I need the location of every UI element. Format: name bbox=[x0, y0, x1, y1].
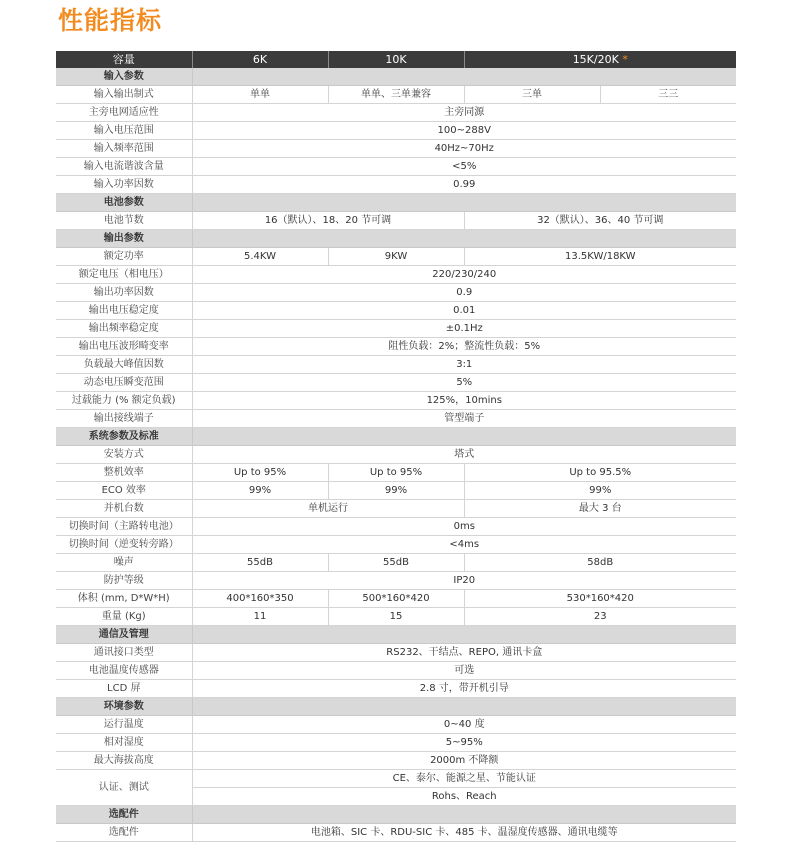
cell-value: 15 bbox=[328, 608, 464, 626]
table-row bbox=[56, 212, 736, 230]
cell-value: 三单 bbox=[464, 86, 600, 104]
row-label: 电池温度传感器 bbox=[56, 662, 192, 680]
table-row bbox=[56, 590, 736, 608]
table-row bbox=[56, 752, 736, 770]
cell-value: ±0.1Hz bbox=[192, 320, 736, 338]
row-label: 体积 (mm, D*W*H) bbox=[56, 590, 192, 608]
row-label: 切换时间（主路转电池） bbox=[56, 518, 192, 536]
cell-value: 220/230/240 bbox=[192, 266, 736, 284]
row-label: 主旁电网适应性 bbox=[56, 104, 192, 122]
table-row bbox=[56, 302, 736, 320]
cell-value: Up to 95% bbox=[328, 464, 464, 482]
table-row bbox=[56, 608, 736, 626]
table-row bbox=[56, 266, 736, 284]
table-row bbox=[56, 140, 736, 158]
page-title: 性能指标 bbox=[58, 6, 163, 35]
row-label: 最大海拔高度 bbox=[56, 752, 192, 770]
row-label: 额定电压（相电压） bbox=[56, 266, 192, 284]
cell-value: CE、泰尔、能源之星、节能认证 bbox=[192, 770, 736, 788]
cell-value: 主旁同源 bbox=[192, 104, 736, 122]
row-label: 通讯接口类型 bbox=[56, 644, 192, 662]
cell-value: 单单、三单兼容 bbox=[328, 86, 464, 104]
cell-value: 58dB bbox=[464, 554, 736, 572]
cell-value: <4ms bbox=[192, 536, 736, 554]
header-15k-20k: 15K/20K * bbox=[464, 51, 736, 68]
table-row bbox=[56, 374, 736, 392]
table-row bbox=[56, 284, 736, 302]
table-row bbox=[56, 734, 736, 752]
section-input: 输入参数 bbox=[56, 68, 192, 86]
cell-value: IP20 bbox=[192, 572, 736, 590]
row-label: ECO 效率 bbox=[56, 482, 192, 500]
row-label: 切换时间（逆变转旁路） bbox=[56, 536, 192, 554]
table-row bbox=[56, 248, 736, 266]
cell-value: 99% bbox=[328, 482, 464, 500]
section-row bbox=[56, 194, 736, 212]
table-row bbox=[56, 338, 736, 356]
cell-value: 5~95% bbox=[192, 734, 736, 752]
cell-value: 0.99 bbox=[192, 176, 736, 194]
cell-value: 2000m 不降额 bbox=[192, 752, 736, 770]
row-label: 防护等级 bbox=[56, 572, 192, 590]
cell-value: 500*160*420 bbox=[328, 590, 464, 608]
cell-value: 阻性负载：2%；整流性负载：5% bbox=[192, 338, 736, 356]
section-row bbox=[56, 428, 736, 446]
cell-value: 100~288V bbox=[192, 122, 736, 140]
section-row bbox=[56, 698, 736, 716]
row-label: 认证、测试 bbox=[56, 770, 192, 806]
table-row bbox=[56, 500, 736, 518]
table-row bbox=[56, 176, 736, 194]
cell-value: <5% bbox=[192, 158, 736, 176]
cell-value: Rohs、Reach bbox=[192, 788, 736, 806]
table-row bbox=[56, 662, 736, 680]
cell-value: 0.01 bbox=[192, 302, 736, 320]
cell-value: 管型端子 bbox=[192, 410, 736, 428]
table-row bbox=[56, 86, 736, 104]
cell-value: 电池箱、SIC 卡、RDU-SIC 卡、485 卡、温湿度传感器、通讯电缆等 bbox=[192, 824, 736, 842]
table-row bbox=[56, 356, 736, 374]
row-label: 输入电压范围 bbox=[56, 122, 192, 140]
table-row bbox=[56, 104, 736, 122]
cell-value: 单单 bbox=[192, 86, 328, 104]
row-label: 输入频率范围 bbox=[56, 140, 192, 158]
cell-value: 0ms bbox=[192, 518, 736, 536]
table-row bbox=[56, 536, 736, 554]
cell-value: 三三 bbox=[600, 86, 736, 104]
header-6k: 6K bbox=[192, 51, 328, 68]
cell-value: 99% bbox=[464, 482, 736, 500]
cell-value: 99% bbox=[192, 482, 328, 500]
cell-value: 23 bbox=[464, 608, 736, 626]
row-label: 过载能力 (% 额定负载) bbox=[56, 392, 192, 410]
table-row bbox=[56, 482, 736, 500]
row-label: 输入功率因数 bbox=[56, 176, 192, 194]
cell-value: 530*160*420 bbox=[464, 590, 736, 608]
section-output: 输出参数 bbox=[56, 230, 192, 248]
row-label: 输出频率稳定度 bbox=[56, 320, 192, 338]
header-capacity: 容量 bbox=[56, 51, 192, 68]
cell-value: 最大 3 台 bbox=[464, 500, 736, 518]
cell-value: RS232、干结点、REPO, 通讯卡盒 bbox=[192, 644, 736, 662]
cell-value: 塔式 bbox=[192, 446, 736, 464]
section-row bbox=[56, 626, 736, 644]
row-label: 输出电压波形畸变率 bbox=[56, 338, 192, 356]
cell-value: 单机运行 bbox=[192, 500, 464, 518]
footnote-star: * bbox=[622, 53, 628, 66]
cell-value: 16（默认）、18、20 节可调 bbox=[192, 212, 464, 230]
table-row bbox=[56, 410, 736, 428]
table-row bbox=[56, 680, 736, 698]
cell-value: 9KW bbox=[328, 248, 464, 266]
section-accessories: 选配件 bbox=[56, 806, 192, 824]
cell-value: 0.9 bbox=[192, 284, 736, 302]
section-row bbox=[56, 806, 736, 824]
section-row bbox=[56, 68, 736, 86]
table-row bbox=[56, 392, 736, 410]
cell-value: 32（默认）、36、40 节可调 bbox=[464, 212, 736, 230]
row-label: 运行温度 bbox=[56, 716, 192, 734]
table-row bbox=[56, 824, 736, 842]
cell-value: Up to 95% bbox=[192, 464, 328, 482]
cell-value: Up to 95.5% bbox=[464, 464, 736, 482]
row-label: 噪声 bbox=[56, 554, 192, 572]
row-label: 选配件 bbox=[56, 824, 192, 842]
spec-table bbox=[56, 51, 736, 842]
table-row bbox=[56, 572, 736, 590]
row-label: LCD 屏 bbox=[56, 680, 192, 698]
table-row bbox=[56, 320, 736, 338]
row-label: 输出功率因数 bbox=[56, 284, 192, 302]
section-comm: 通信及管理 bbox=[56, 626, 192, 644]
row-label: 重量 (Kg) bbox=[56, 608, 192, 626]
cell-value: 55dB bbox=[192, 554, 328, 572]
cell-value: 40Hz~70Hz bbox=[192, 140, 736, 158]
section-battery: 电池参数 bbox=[56, 194, 192, 212]
cell-value: 0~40 度 bbox=[192, 716, 736, 734]
cell-value: 可选 bbox=[192, 662, 736, 680]
table-row bbox=[56, 122, 736, 140]
section-env: 环境参数 bbox=[56, 698, 192, 716]
row-label: 安装方式 bbox=[56, 446, 192, 464]
table-row bbox=[56, 464, 736, 482]
table-row bbox=[56, 716, 736, 734]
row-label: 相对湿度 bbox=[56, 734, 192, 752]
row-label: 电池节数 bbox=[56, 212, 192, 230]
row-label: 额定功率 bbox=[56, 248, 192, 266]
cell-value: 125%，10mins bbox=[192, 392, 736, 410]
row-label: 输出接线端子 bbox=[56, 410, 192, 428]
row-label: 输入输出制式 bbox=[56, 86, 192, 104]
cell-value: 5.4KW bbox=[192, 248, 328, 266]
row-label: 负载最大峰值因数 bbox=[56, 356, 192, 374]
cell-value: 5% bbox=[192, 374, 736, 392]
row-label: 输入电流谐波含量 bbox=[56, 158, 192, 176]
table-row bbox=[56, 158, 736, 176]
cell-value: 400*160*350 bbox=[192, 590, 328, 608]
table-row bbox=[56, 644, 736, 662]
section-row bbox=[56, 230, 736, 248]
section-system: 系统参数及标准 bbox=[56, 428, 192, 446]
table-row bbox=[56, 770, 736, 788]
table-row bbox=[56, 518, 736, 536]
cell-value: 13.5KW/18KW bbox=[464, 248, 736, 266]
cell-value: 3:1 bbox=[192, 356, 736, 374]
cell-value: 2.8 寸，带开机引导 bbox=[192, 680, 736, 698]
cell-value: 55dB bbox=[328, 554, 464, 572]
row-label: 整机效率 bbox=[56, 464, 192, 482]
row-label: 动态电压瞬变范围 bbox=[56, 374, 192, 392]
cell-value: 11 bbox=[192, 608, 328, 626]
table-row bbox=[56, 554, 736, 572]
header-10k: 10K bbox=[328, 51, 464, 68]
table-row bbox=[56, 446, 736, 464]
row-label: 输出电压稳定度 bbox=[56, 302, 192, 320]
table-header bbox=[56, 51, 736, 68]
row-label: 并机台数 bbox=[56, 500, 192, 518]
